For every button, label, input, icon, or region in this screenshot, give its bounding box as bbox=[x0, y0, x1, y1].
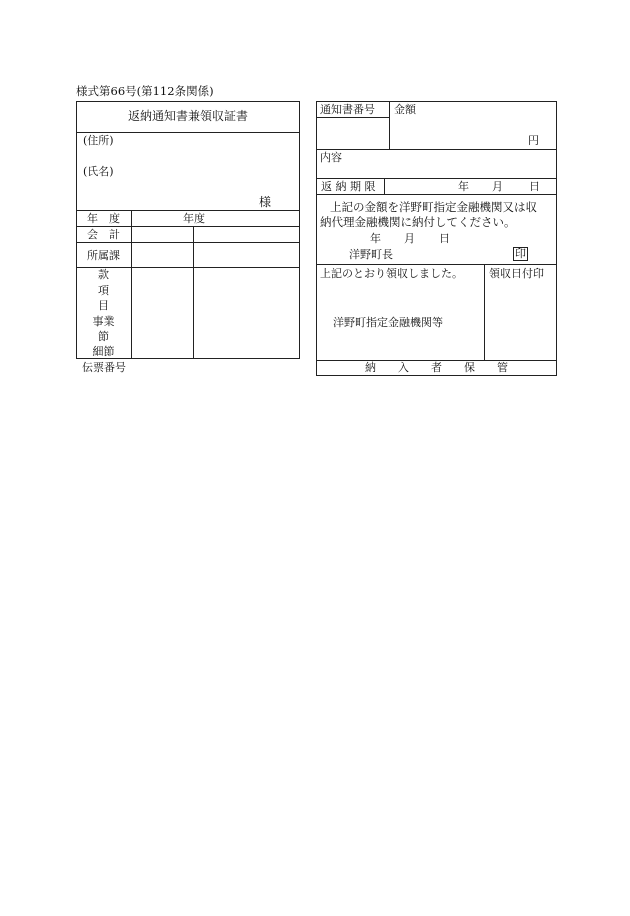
form-number: 様式第66号(第112条関係) bbox=[76, 84, 214, 98]
honorific: 様 bbox=[259, 195, 272, 209]
department-label: 所属課 bbox=[87, 249, 120, 262]
voucher-number-label: 伝票番号 bbox=[82, 361, 126, 374]
issue-date-day: 日 bbox=[439, 232, 450, 245]
fiscal-year-value: 年度 bbox=[183, 212, 205, 225]
receipt-statement: 上記のとおり領収しました。 bbox=[320, 267, 463, 280]
divider bbox=[316, 117, 389, 118]
divider bbox=[384, 178, 385, 194]
divider bbox=[484, 264, 485, 360]
yen-unit: 円 bbox=[528, 134, 539, 147]
payer-copy-footer: 納 入 者 保 管 bbox=[365, 361, 508, 374]
form-title: 返納通知書兼領収証書 bbox=[127, 109, 248, 123]
instruction-line-2: 納代理金融機関に納付してください。 bbox=[320, 215, 516, 229]
mayor-title: 洋野町長 bbox=[349, 248, 393, 261]
issue-date-month: 月 bbox=[404, 232, 415, 245]
budget-label-kan: 款 bbox=[98, 268, 109, 281]
divider bbox=[316, 264, 557, 265]
issue-date-year: 年 bbox=[370, 232, 381, 245]
divider bbox=[316, 178, 557, 179]
budget-label-setsu: 節 bbox=[98, 330, 109, 343]
divider bbox=[316, 194, 557, 195]
instruction-line-1: 上記の金額を洋野町指定金融機関又は収 bbox=[330, 200, 537, 214]
budget-label-jigyou: 事業 bbox=[92, 315, 115, 328]
content-label: 内容 bbox=[320, 151, 342, 164]
return-deadline-label: 返 納 期 限 bbox=[321, 180, 376, 193]
deadline-day: 日 bbox=[529, 180, 540, 193]
designated-bank: 洋野町指定金融機関等 bbox=[333, 316, 443, 329]
budget-label-saisetsu: 細節 bbox=[92, 345, 115, 358]
budget-label-kou: 項 bbox=[98, 284, 109, 297]
divider bbox=[76, 242, 300, 243]
divider bbox=[76, 226, 300, 227]
fiscal-year-label: 年 度 bbox=[87, 212, 120, 225]
receipt-date-stamp-label: 領収日付印 bbox=[489, 267, 544, 280]
divider bbox=[389, 101, 390, 149]
account-label: 会 計 bbox=[87, 228, 120, 241]
divider bbox=[193, 226, 194, 359]
deadline-year: 年 bbox=[458, 180, 469, 193]
budget-label-moku: 目 bbox=[98, 299, 109, 312]
address-label: (住所) bbox=[83, 134, 114, 147]
divider bbox=[76, 132, 300, 133]
divider bbox=[131, 210, 132, 359]
name-label: (氏名) bbox=[83, 165, 114, 178]
deadline-month: 月 bbox=[492, 180, 503, 193]
amount-label: 金額 bbox=[394, 103, 416, 116]
seal-mark: 印 bbox=[515, 247, 526, 260]
divider bbox=[316, 149, 557, 150]
right-form-frame bbox=[316, 101, 557, 376]
divider bbox=[76, 210, 300, 211]
notice-number-label: 通知書番号 bbox=[320, 103, 375, 116]
